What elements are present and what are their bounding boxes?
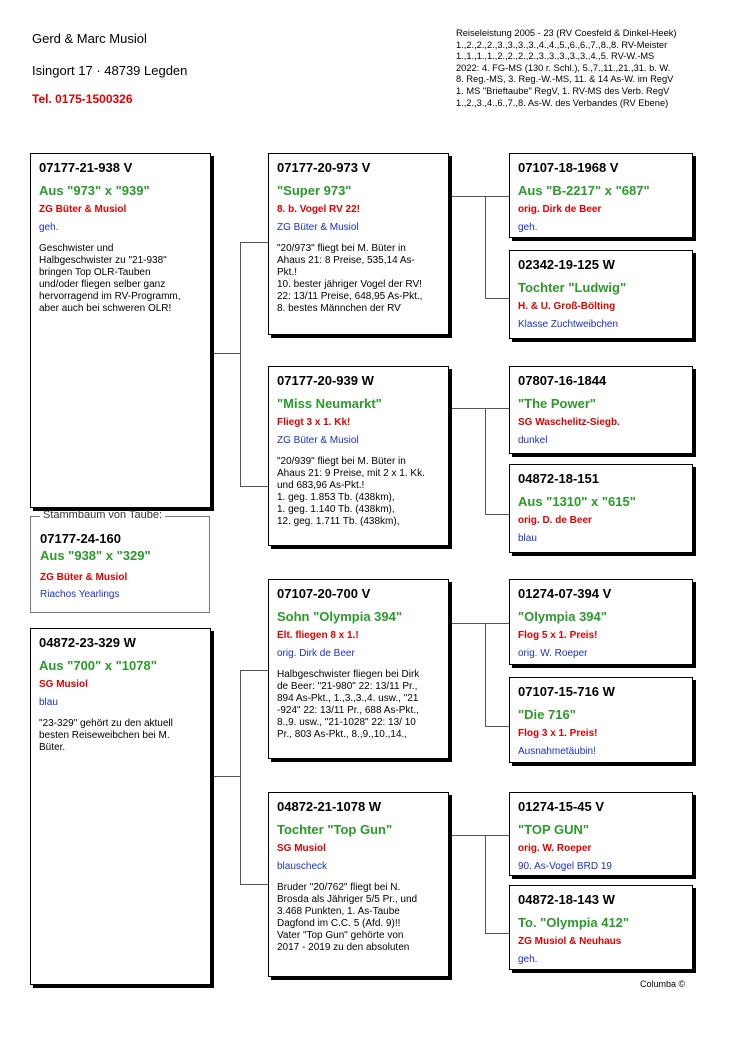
connector <box>485 514 509 515</box>
connector <box>485 835 486 933</box>
connector <box>449 623 485 624</box>
great-grandparent-info: geh. <box>518 954 538 965</box>
connector <box>485 298 509 299</box>
great-grandparent-7-card <box>509 792 693 876</box>
father-sire-notes: "20/973" fliegt bei M. Büter in Ahaus 21: 8 Preise, 535,14 As- Pkt.! 10. bester jähriger Vogel der RV! 22: 13/11 Preise, 648,95 As-Pkt., 8. bestes Männchen der RV <box>277 243 423 314</box>
great-grandparent-info: Ausnahmetäubin! <box>518 746 596 757</box>
great-grandparent-breeder: Flog 5 x 1. Preis! <box>518 630 598 641</box>
connector <box>240 486 268 487</box>
great-grandparent-breeder: Flog 3 x 1. Preis! <box>518 728 598 739</box>
mother-dam-name: Tochter "Top Gun" <box>277 822 393 837</box>
father-sire-highlight: 8. b. Vogel RV 22! <box>277 204 360 215</box>
mother-name: Aus "700" x "1078" <box>39 658 157 673</box>
father-name: Aus "973" x "939" <box>39 183 150 198</box>
great-grandparent-ring: 04872-18-151 <box>518 471 599 486</box>
mother-dam-ring: 04872-21-1078 W <box>277 799 382 814</box>
mother-color: blau <box>39 697 58 708</box>
connector <box>211 353 240 354</box>
performance-summary: Reiseleistung 2005 - 23 (RV Coesfeld & Dinkel-Heek) 1.,2.,2.,2.,3.,3.,3.,3.,4.,4.,5.,6.,6.,7.,8.,8. RV-Meister 1.,1.,1.,1.,2.,2.,2.,2.,3.,3.,3.,3.,3.,4.,5. RV-W.-MS 2022: 4. FG-MS (130 r. Schl.), 5.,7.,11.,21.,31. b. W. 8. Reg.-MS, 3. Reg.-W.-MS, 11. & 14 As-W. im RegV 1. MS "Brieftaube" RegV, 1. RV-MS des Verb. RegV 1.,2.,3.,4.,6.,7.,8. As-W. des Verbandes (RV Ebene) <box>456 28 677 108</box>
great-grandparent-info: blau <box>518 533 537 544</box>
father-sire-name: "Super 973" <box>277 183 352 198</box>
great-grandparent-name: Aus "1310" x "615" <box>518 494 636 509</box>
great-grandparent-info: orig. W. Roeper <box>518 648 588 659</box>
connector <box>485 835 509 836</box>
mother-sire-card <box>268 579 449 759</box>
great-grandparent-4-card <box>509 464 693 553</box>
mother-dam-notes: Bruder "20/762" fliegt bei N. Brosda als Jähriger 5/5 Pr., und 3.468 Punkten, 1. As-Taube Dagfond im C.C. 5 (Afd. 9)!! Vater "Top Gun" gehörte von 2017 - 2019 zu den absoluten <box>277 882 418 953</box>
father-notes: Geschwister und Halbgeschwister zu "21-938" bringen Top OLR-Tauben und/oder fliegen selber ganz hervorragend im RV-Programm, aber auch bei schweren OLR! <box>39 243 181 314</box>
owner-telephone: Tel. 0175-1500326 <box>32 92 133 106</box>
mother-dam-card <box>268 792 449 977</box>
great-grandparent-name: To. "Olympia 412" <box>518 915 630 930</box>
great-grandparent-5-card <box>509 579 693 665</box>
connector <box>449 408 485 409</box>
great-grandparent-info: dunkel <box>518 435 548 446</box>
great-grandparent-name: "TOP GUN" <box>518 822 590 837</box>
mother-card <box>30 628 211 985</box>
connector <box>485 196 486 298</box>
connector <box>485 726 509 727</box>
great-grandparent-breeder: SG Waschelitz-Siegb. <box>518 417 620 428</box>
great-grandparent-name: "Die 716" <box>518 707 576 722</box>
subject-ring: 07177-24-160 <box>40 531 121 546</box>
mother-sire-notes: Halbgeschwister fliegen bei Dirk de Beer: "21-980" 22: 13/11 Pr., 894 As-Pkt., 1.,3.,3.,4. usw., "21 -924" 22: 13/11 Pr., 688 As-Pkt., 8.,9. usw., "21-1028" 22: 13/ 10 Pr., 803 As-Pkt., 8.,9.,10.,14., <box>277 669 420 740</box>
mother-ring: 04872-23-329 W <box>39 635 136 650</box>
father-sire-ring: 07177-20-973 V <box>277 160 371 175</box>
connector <box>240 670 268 671</box>
great-grandparent-name: Tochter "Ludwig" <box>518 280 627 295</box>
great-grandparent-ring: 01274-15-45 V <box>518 799 605 814</box>
connector <box>485 408 486 514</box>
great-grandparent-breeder: orig. Dirk de Beer <box>518 204 602 215</box>
connector <box>449 196 485 197</box>
great-grandparent-6-card <box>509 677 693 763</box>
connector <box>485 408 509 409</box>
owner-name: Gerd & Marc Musiol <box>32 31 147 46</box>
connector <box>240 884 268 885</box>
great-grandparent-info: 90. As-Vogel BRD 19 <box>518 861 612 872</box>
subject-label: Stammbaum von Taube: <box>40 509 165 521</box>
connector <box>240 242 241 486</box>
great-grandparent-ring: 07107-18-1968 V <box>518 160 619 175</box>
great-grandparent-2-card <box>509 250 693 339</box>
mother-dam-breeder: SG Musiol <box>277 843 326 854</box>
mother-sire-breeder: orig. Dirk de Beer <box>277 648 355 659</box>
father-color: geh. <box>39 222 59 233</box>
great-grandparent-ring: 04872-18-143 W <box>518 892 615 907</box>
mother-sire-highlight: Elt. fliegen 8 x 1.! <box>277 630 359 641</box>
connector <box>240 670 241 884</box>
mother-dam-color: blauscheck <box>277 861 328 872</box>
connector <box>485 623 486 726</box>
great-grandparent-ring: 07807-16-1844 <box>518 373 607 388</box>
great-grandparent-breeder: orig. W. Roeper <box>518 843 592 854</box>
subject-name: Aus "938" x "329" <box>40 548 151 563</box>
father-sire-breeder: ZG Büter & Musiol <box>277 222 359 233</box>
connector <box>485 623 509 624</box>
father-breeder: ZG Büter & Musiol <box>39 204 127 215</box>
connector <box>485 933 509 934</box>
mother-sire-name: Sohn "Olympia 394" <box>277 609 403 624</box>
mother-sire-ring: 07107-20-700 V <box>277 586 371 601</box>
great-grandparent-name: Aus "B-2217" x "687" <box>518 183 650 198</box>
great-grandparent-name: "Olympia 394" <box>518 609 607 624</box>
father-ring: 07177-21-938 V <box>39 160 133 175</box>
father-sire-card <box>268 153 449 335</box>
father-dam-breeder: ZG Büter & Musiol <box>277 435 359 446</box>
great-grandparent-1-card <box>509 153 693 238</box>
subject-info: Riachos Yearlings <box>40 589 120 600</box>
subject-breeder: ZG Büter & Musiol <box>40 572 128 583</box>
mother-breeder: SG Musiol <box>39 679 88 690</box>
connector <box>449 835 485 836</box>
great-grandparent-breeder: orig. D. de Beer <box>518 515 592 526</box>
great-grandparent-ring: 07107-15-716 W <box>518 684 615 699</box>
father-dam-name: "Miss Neumarkt" <box>277 396 382 411</box>
owner-address: Isingort 17 · 48739 Legden <box>32 63 188 78</box>
great-grandparent-ring: 02342-19-125 W <box>518 257 615 272</box>
great-grandparent-name: "The Power" <box>518 396 597 411</box>
father-dam-ring: 07177-20-939 W <box>277 373 374 388</box>
great-grandparent-info: geh. <box>518 222 538 233</box>
father-dam-highlight: Fliegt 3 x 1. Kk! <box>277 417 351 428</box>
connector <box>240 242 268 243</box>
great-grandparent-8-card <box>509 885 693 970</box>
great-grandparent-breeder: H. & U. Groß-Bölting <box>518 301 616 312</box>
great-grandparent-info: Klasse Zuchtweibchen <box>518 319 619 330</box>
connector <box>211 776 240 777</box>
father-dam-notes: "20/939" fliegt bei M. Büter in Ahaus 21: 9 Preise, mit 2 x 1. Kk. und 683,96 As-Pkt.! 1. geg. 1.853 Tb. (438km), 1. geg. 1.140 Tb. (438km), 12. geg. 1.711 Tb. (438km), <box>277 456 425 527</box>
great-grandparent-ring: 01274-07-394 V <box>518 586 612 601</box>
father-dam-card <box>268 366 449 546</box>
connector <box>485 196 509 197</box>
mother-notes: "23-329" gehört zu den aktuell besten Reiseweibchen bei M. Büter. <box>39 718 173 753</box>
footer-brand: Columba © <box>640 979 686 989</box>
great-grandparent-3-card <box>509 366 693 454</box>
great-grandparent-breeder: ZG Musiol & Neuhaus <box>518 936 622 947</box>
father-card <box>30 153 211 508</box>
